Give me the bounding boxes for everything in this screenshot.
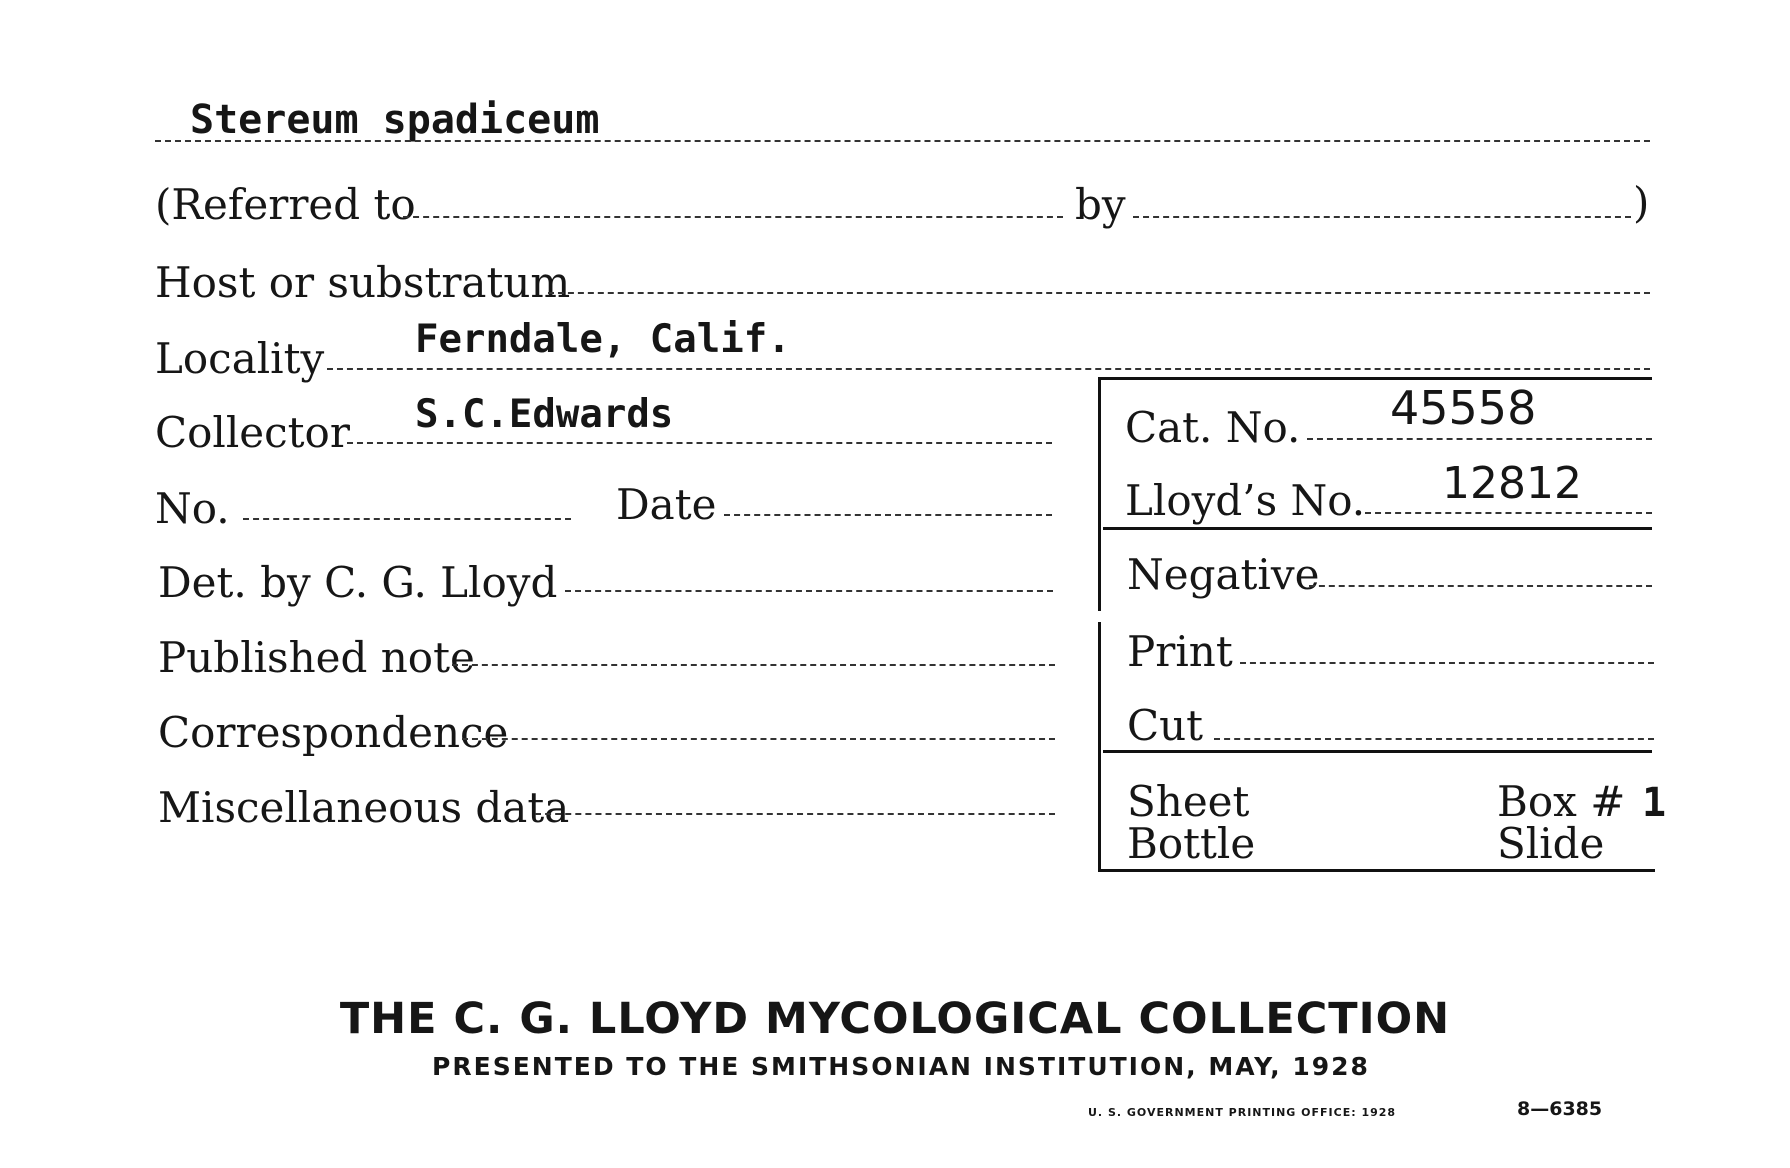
collection-title: THE C. G. LLOYD MYCOLOGICAL COLLECTION: [339, 994, 1451, 1044]
negative-label: Negative: [1127, 550, 1320, 599]
print-line: [1240, 662, 1654, 664]
form-number: 8—6385: [1517, 1098, 1603, 1120]
misc-data-line: [535, 813, 1055, 815]
misc-data-label: Miscellaneous data: [158, 783, 570, 832]
bottle-label: Bottle: [1127, 819, 1256, 868]
published-note-label: Published note: [158, 633, 475, 682]
by-label: by: [1075, 180, 1126, 229]
det-by-label: Det. by C. G. Lloyd: [158, 558, 558, 607]
cat-no-line: [1307, 438, 1652, 440]
locality-label: Locality: [155, 334, 325, 383]
locality-line: [327, 368, 1650, 370]
negative-line: [1309, 585, 1652, 587]
no-line: [243, 518, 571, 520]
printer-imprint: U. S. GOVERNMENT PRINTING OFFICE: 1928: [1088, 1106, 1397, 1119]
correspondence-label: Correspondence: [158, 708, 509, 757]
sheet-label: Sheet: [1127, 777, 1250, 826]
print-label: Print: [1127, 627, 1233, 676]
slide-label: Slide: [1497, 819, 1605, 868]
cat-no-label: Cat. No.: [1125, 403, 1301, 452]
lloyds-no-value: 12812: [1442, 458, 1582, 509]
lloyds-no-line: [1365, 512, 1652, 514]
lloyds-no-label: Lloyd’s No.: [1125, 476, 1366, 525]
cut-line: [1214, 738, 1654, 740]
collector-line: [347, 442, 1052, 444]
cat-no-value: 45558: [1390, 381, 1537, 435]
host-label: Host or substratum: [155, 258, 571, 307]
close-paren: ): [1633, 178, 1650, 227]
collector-value: S.C.Edwards: [415, 392, 674, 437]
by-line: [1133, 216, 1631, 218]
correspondence-line: [462, 738, 1055, 740]
cut-label: Cut: [1127, 701, 1204, 750]
date-line: [724, 514, 1052, 516]
date-label: Date: [616, 480, 717, 529]
locality-value: Ferndale, Calif.: [415, 317, 791, 362]
species-name: Stereum spadiceum: [190, 97, 600, 143]
species-line: [155, 140, 1650, 142]
det-by-line: [565, 590, 1053, 592]
box-bottom-rule: [1100, 869, 1655, 872]
box-left-rule-lower: [1098, 622, 1101, 872]
box-number-label: Box #: [1497, 777, 1626, 826]
box-mid-rule-1: [1103, 527, 1652, 530]
box-mid-rule-2: [1103, 750, 1652, 753]
no-label: No.: [155, 484, 230, 533]
box-number-value: 1: [1642, 780, 1667, 826]
host-line: [548, 292, 1650, 294]
referred-to-line: [403, 216, 1063, 218]
box-left-rule-upper: [1098, 377, 1101, 611]
referred-to-label: (Referred to: [155, 180, 416, 229]
collection-subtitle: PRESENTED TO THE SMITHSONIAN INSTITUTION, MAY, 1928: [432, 1052, 1370, 1081]
collector-label: Collector: [155, 408, 350, 457]
box-top-rule: [1100, 377, 1652, 380]
published-note-line: [452, 664, 1055, 666]
